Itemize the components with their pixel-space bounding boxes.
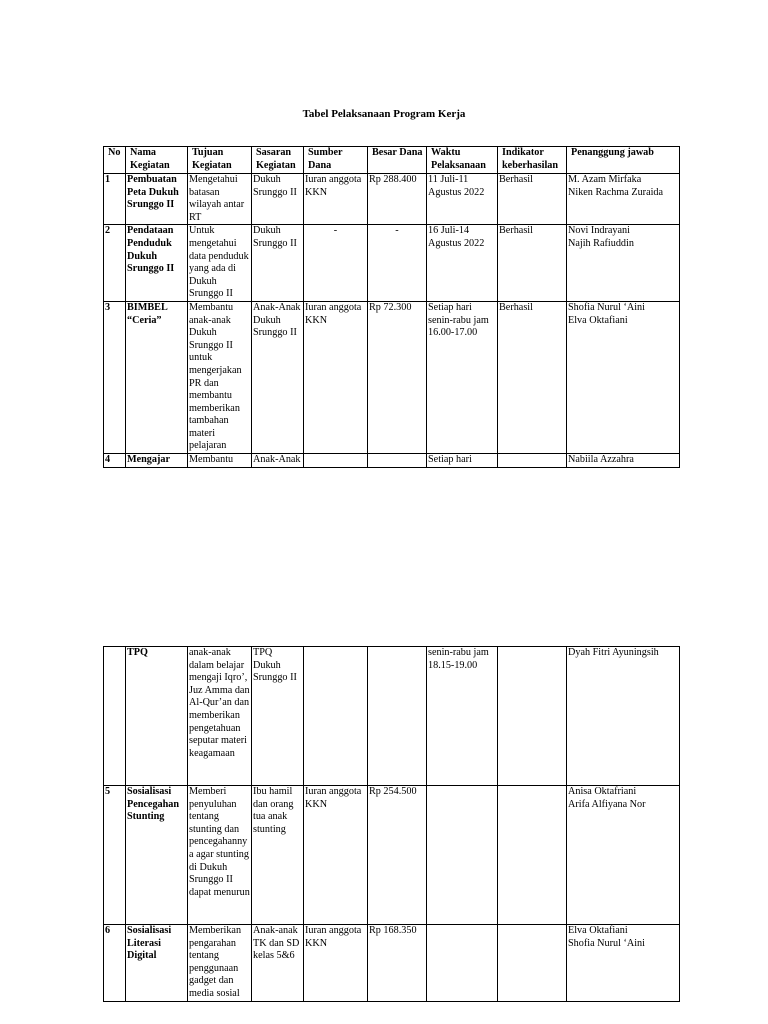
pj-name: Shofia Nurul ‘Aini — [568, 937, 645, 949]
cell-nama: Sosialisasi Literasi Digital — [126, 925, 188, 1002]
cell-tujuan: Membantu — [188, 454, 252, 468]
cell-no — [104, 647, 126, 786]
header-row — [104, 147, 680, 174]
cell-nama: Mengajar — [126, 454, 188, 468]
table-row — [104, 225, 680, 302]
cell-penanggung-jawab — [567, 786, 680, 925]
cell-tujuan: Mengetahui batasan wilayah antar RT — [188, 174, 252, 225]
cell-sasaran: Anak-Anak Dukuh Srunggo II — [252, 301, 304, 453]
cell-sasaran: Anak-anak TK dan SD kelas 5&6 — [252, 925, 304, 1002]
pj-name: Elva Oktafiani — [568, 314, 628, 326]
header-sasaran-kegiatan: Sasaran Kegiatan — [252, 147, 304, 174]
cell-penanggung-jawab — [567, 454, 680, 468]
header-besar-dana: Besar Dana — [368, 147, 427, 174]
cell-tujuan: Untuk mengetahui data penduduk yang ada di Dukuh Srunggo II — [188, 225, 252, 302]
cell-indikator — [498, 454, 567, 468]
table-row — [104, 925, 680, 1002]
cell-tujuan: anak-anak dalam belajar mengaji Iqro’, Juz Amma dan Al-Qur’an dan memberikan pengetahuan seputar materi keagamaan — [188, 647, 252, 786]
cell-penanggung-jawab — [567, 647, 680, 786]
cell-no: 2 — [104, 225, 126, 302]
cell-indikator — [498, 786, 567, 925]
cell-waktu: 11 Juli-11 Agustus 2022 — [427, 174, 498, 225]
pj-name: Elva Oktafiani — [568, 925, 628, 936]
pj-name: Arifa Alfiyana Nor — [568, 798, 646, 810]
cell-penanggung-jawab — [567, 301, 680, 453]
cell-sasaran: Anak-Anak — [252, 454, 304, 468]
cell-waktu: Setiap hari — [427, 454, 498, 468]
cell-sumber — [304, 454, 368, 468]
cell-besar: Rp 72.300 — [368, 301, 427, 453]
table-row — [104, 301, 680, 453]
page-title: Tabel Pelaksanaan Program Kerja — [302, 108, 466, 120]
cell-besar: - — [368, 225, 427, 302]
cell-tujuan: Memberikan pengarahan tentang penggunaan gadget dan media sosial — [188, 925, 252, 1002]
header-tujuan-kegiatan: Tujuan Kegiatan — [188, 147, 252, 174]
table-row — [104, 786, 680, 925]
cell-penanggung-jawab — [567, 925, 680, 1002]
pj-name: Najih Rafiuddin — [568, 237, 634, 249]
cell-no: 4 — [104, 454, 126, 468]
cell-waktu — [427, 786, 498, 925]
cell-sasaran: Ibu hamil dan orang tua anak stunting — [252, 786, 304, 925]
cell-waktu: Setiap hari senin-rabu jam 16.00-17.00 — [427, 301, 498, 453]
pj-name: M. Azam Mirfaka — [568, 174, 642, 185]
pj-name: Nabiila Azzahra — [568, 454, 634, 466]
cell-indikator — [498, 925, 567, 1002]
cell-sumber: Iuran anggota KKN — [304, 174, 368, 225]
cell-sumber — [304, 647, 368, 786]
cell-no: 5 — [104, 786, 126, 925]
cell-waktu — [427, 925, 498, 1002]
cell-indikator: Berhasil — [498, 174, 567, 225]
cell-sasaran: Dukuh Srunggo II — [252, 174, 304, 225]
header-no: No — [104, 147, 126, 174]
cell-indikator — [498, 647, 567, 786]
cell-indikator: Berhasil — [498, 301, 567, 453]
cell-penanggung-jawab — [567, 174, 680, 225]
cell-no: 3 — [104, 301, 126, 453]
table-row — [104, 174, 680, 225]
header-waktu-pelaksanaan: Waktu Pelaksanaan — [427, 147, 498, 174]
cell-tujuan: Memberi penyuluhan tentang stunting dan pencegahannya agar stunting di Dukuh Srunggo II dapat menurun — [188, 786, 252, 925]
cell-besar: Rp 254.500 — [368, 786, 427, 925]
cell-sasaran: Dukuh Srunggo II — [252, 225, 304, 302]
cell-besar — [368, 454, 427, 468]
cell-nama: BIMBEL “Ceria” — [126, 301, 188, 453]
pj-name: Dyah Fitri Ayuningsih — [568, 647, 659, 658]
pj-name: Shofia Nurul ‘Aini — [568, 301, 645, 313]
header-sumber-dana: Sumber Dana — [304, 147, 368, 174]
cell-no: 1 — [104, 174, 126, 225]
cell-nama: Pendataan Penduduk Dukuh Srunggo II — [126, 225, 188, 302]
header-penanggung-jawab: Penanggung jawab — [567, 147, 680, 174]
pj-name: Anisa Oktafriani — [568, 786, 637, 797]
cell-penanggung-jawab — [567, 225, 680, 302]
pj-name: Niken Rachma Zuraida — [568, 186, 664, 198]
cell-no: 6 — [104, 925, 126, 1002]
cell-nama: Sosialisasi Pencegahan Stunting — [126, 786, 188, 925]
cell-sumber: Iuran anggota KKN — [304, 925, 368, 1002]
cell-sumber: - — [304, 225, 368, 302]
cell-sumber: Iuran anggota KKN — [304, 786, 368, 925]
cell-nama: TPQ — [126, 647, 188, 786]
pj-name: Novi Indrayani — [568, 225, 630, 237]
program-table-part-1 — [103, 146, 680, 468]
cell-nama: Pembuatan Peta Dukuh Srunggo II — [126, 174, 188, 225]
header-indikator-keberhasilan: Indikator keberhasilan — [498, 147, 567, 174]
table-row — [104, 647, 680, 786]
cell-tujuan: Membantu anak-anak Dukuh Srunggo II untuk mengerjakan PR dan membantu memberikan tambahan materi pelajaran — [188, 301, 252, 453]
table-row — [104, 454, 680, 468]
cell-waktu: senin-rabu jam 18.15-19.00 — [427, 647, 498, 786]
program-table-part-2 — [103, 646, 680, 1002]
cell-waktu: 16 Juli-14 Agustus 2022 — [427, 225, 498, 302]
cell-sasaran: TPQ Dukuh Srunggo II — [252, 647, 304, 786]
cell-besar: Rp 288.400 — [368, 174, 427, 225]
cell-sumber: Iuran anggota KKN — [304, 301, 368, 453]
header-nama-kegiatan: Nama Kegiatan — [126, 147, 188, 174]
cell-indikator: Berhasil — [498, 225, 567, 302]
cell-besar — [368, 647, 427, 786]
cell-besar: Rp 168.350 — [368, 925, 427, 1002]
